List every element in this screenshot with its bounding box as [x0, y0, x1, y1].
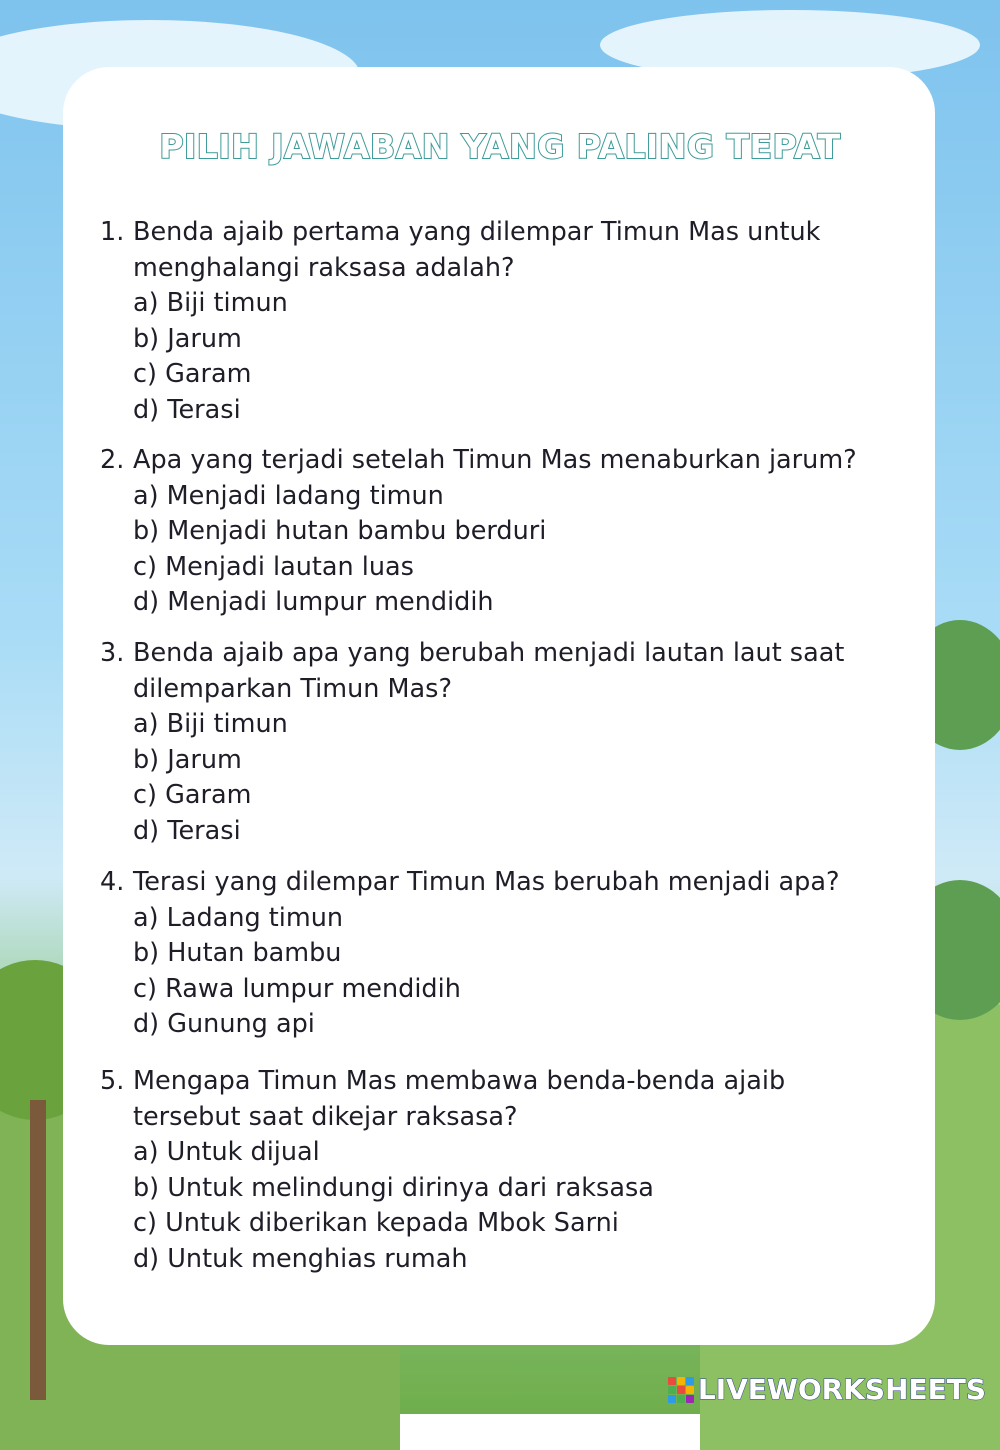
answer-option[interactable]: b) Untuk melindungi dirinya dari raksasa: [133, 1172, 654, 1203]
answer-option[interactable]: c) Garam: [133, 359, 252, 389]
question-number: 2.: [100, 445, 125, 475]
question-text: Apa yang terjadi setelah Timun Mas menaburkan jarum?: [133, 445, 857, 475]
answer-option[interactable]: c) Menjadi lautan luas: [133, 551, 414, 582]
answer-option[interactable]: a) Menjadi ladang timun: [133, 480, 444, 511]
answer-option[interactable]: d) Gunung api: [133, 1009, 315, 1039]
answer-option[interactable]: d) Untuk menghias rumah: [133, 1243, 468, 1274]
answer-option[interactable]: a) Biji timun: [133, 288, 288, 318]
question-2: [100, 443, 890, 621]
answer-option[interactable]: b) Jarum: [133, 744, 242, 775]
question-text: Benda ajaib apa yang berubah menjadi lautan laut saat: [133, 638, 845, 668]
question-4: [100, 865, 890, 1043]
question-text: menghalangi raksasa adalah?: [133, 252, 515, 283]
question-1: [100, 215, 890, 428]
answer-option[interactable]: a) Ladang timun: [133, 902, 344, 933]
answer-option[interactable]: d) Menjadi lumpur mendidih: [133, 587, 494, 617]
question-number: 4.: [100, 867, 125, 897]
page-title: PILIH JAWABAN YANG PALING TEPAT: [159, 127, 841, 166]
answer-option[interactable]: c) Untuk diberikan kepada Mbok Sarni: [133, 1208, 619, 1238]
answer-option[interactable]: b) Menjadi hutan bambu berduri: [133, 516, 547, 546]
answer-option[interactable]: a) Untuk dijual: [133, 1137, 320, 1167]
question-number: 1.: [100, 217, 125, 247]
logo-text: LIVEWORKSHEETS: [697, 1373, 986, 1406]
answer-option[interactable]: d) Terasi: [133, 394, 241, 425]
answer-option[interactable]: b) Hutan bambu: [133, 938, 342, 968]
question-5: [100, 1064, 890, 1277]
question-3: [100, 636, 890, 849]
question-text: Mengapa Timun Mas membawa benda-benda ajaib: [133, 1066, 786, 1096]
answer-option[interactable]: b) Jarum: [133, 323, 242, 354]
tree-trunk: [30, 1100, 46, 1400]
question-text: Benda ajaib pertama yang dilempar Timun Mas untuk: [133, 217, 821, 247]
question-number: 5.: [100, 1066, 125, 1096]
question-text: tersebut saat dikejar raksasa?: [133, 1101, 518, 1132]
answer-option[interactable]: a) Biji timun: [133, 709, 288, 739]
liveworksheets-logo: [668, 1373, 986, 1406]
logo-icon: [668, 1377, 694, 1403]
answer-option[interactable]: d) Terasi: [133, 815, 241, 846]
answer-option[interactable]: c) Garam: [133, 780, 252, 810]
question-text: Terasi yang dilempar Timun Mas berubah menjadi apa?: [133, 867, 840, 897]
question-number: 3.: [100, 638, 125, 668]
question-text: dilemparkan Timun Mas?: [133, 673, 452, 704]
answer-option[interactable]: c) Rawa lumpur mendidih: [133, 973, 461, 1004]
